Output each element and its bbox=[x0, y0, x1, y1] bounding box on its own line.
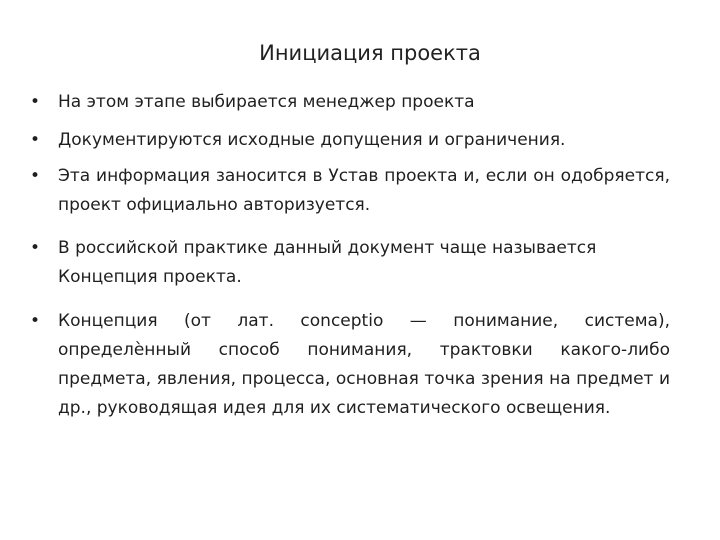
bullet-icon: • bbox=[30, 166, 41, 186]
bullet-text: Концепция (от лат. conceptio — понимание, система), определѐнный способ понимания, трактовки какого-либо предмета, явления, процесса, основная точка зрения на предмет и др., руководящая идея для их систематического освещения. bbox=[58, 311, 670, 418]
bullet-item bbox=[30, 162, 670, 220]
bullet-item bbox=[30, 307, 670, 423]
bullet-text: Документируются исходные допущения и ограничения. bbox=[58, 130, 566, 150]
bullet-text: На этом этапе выбирается менеджер проекта bbox=[58, 92, 475, 112]
bullet-icon: • bbox=[30, 92, 41, 112]
slide-title: Инициация проекта bbox=[259, 41, 481, 65]
bullet-text: В российской практике данный документ чаще называется Концепция проекта. bbox=[58, 238, 597, 287]
bullet-icon: • bbox=[30, 311, 41, 331]
bullet-item bbox=[30, 88, 670, 117]
bullet-item bbox=[30, 234, 670, 292]
bullet-icon: • bbox=[30, 238, 41, 258]
bullet-text: Эта информация заносится в Устав проекта и, если он одобряется, проект официально авторизуется. bbox=[58, 166, 670, 215]
bullet-item bbox=[30, 126, 670, 155]
bullet-list bbox=[30, 88, 670, 423]
bullet-icon: • bbox=[30, 130, 41, 150]
